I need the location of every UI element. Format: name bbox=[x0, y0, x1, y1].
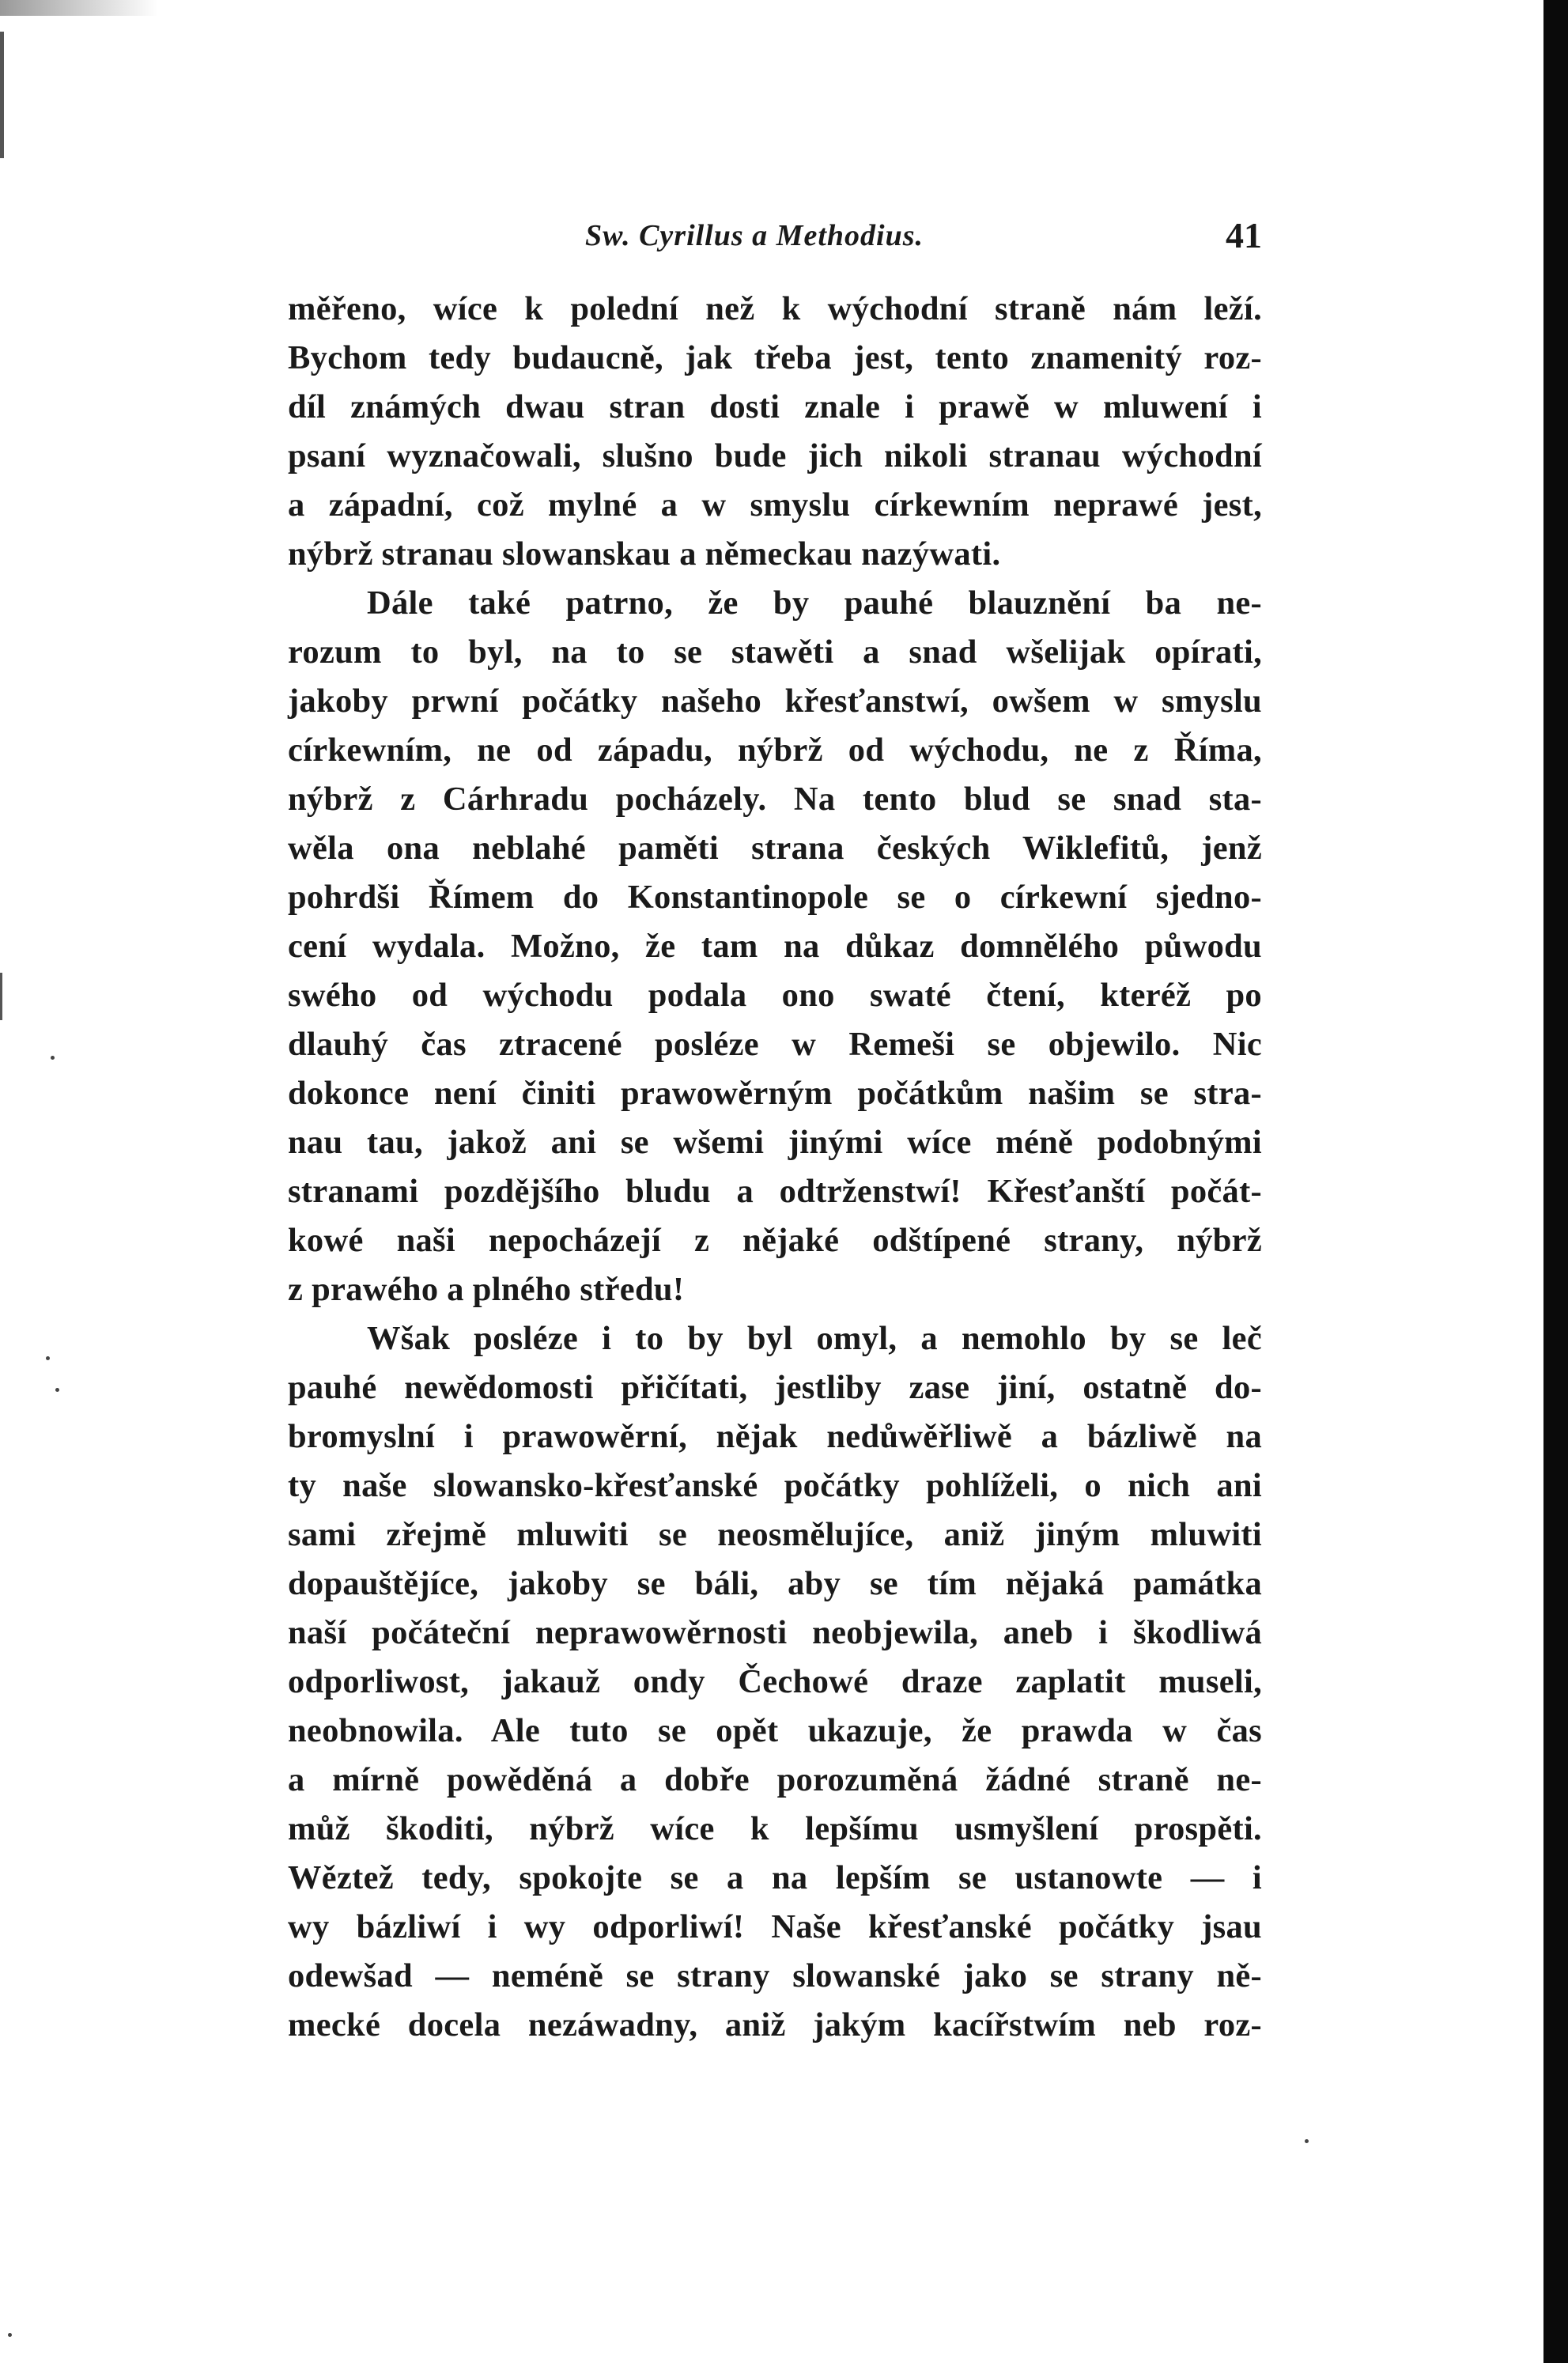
text-line: a západní, což mylné a w smyslu církewním neprawé jest, bbox=[288, 486, 1262, 524]
scan-border-right bbox=[1543, 0, 1568, 2363]
scan-speck bbox=[8, 2333, 12, 2337]
text-line: wy bázliwí i wy odporliwí! Naše křesťanské počátky jsau bbox=[288, 1908, 1262, 1945]
text-line: ty naše slowansko-křesťanské počátky pohlíželi, o nich ani bbox=[288, 1467, 1262, 1504]
scan-speck bbox=[55, 1388, 59, 1392]
text-line: Wěztež tedy, spokojte se a na lepším se ustanowte — i bbox=[288, 1859, 1262, 1896]
scan-edge-left-mark bbox=[0, 32, 4, 158]
text-line: z prawého a plného středu! bbox=[288, 1271, 685, 1308]
text-line: cení wydala. Možno, že tam na důkaz domnělého půwodu bbox=[288, 928, 1262, 965]
text-line: odewšad — neméně se strany slowanské jako se strany ně- bbox=[288, 1957, 1262, 1994]
text-line: měřeno, wíce k polední než k wýchodní straně nám leží. bbox=[288, 290, 1262, 327]
scan-edge-top bbox=[0, 0, 158, 16]
text-line: naší počáteční neprawowěrnosti neobjewila, aneb i škodliwá bbox=[288, 1614, 1262, 1651]
text-line: rozum to byl, na to se stawěti a snad wšelijak opírati, bbox=[288, 633, 1262, 671]
body-text bbox=[288, 285, 1262, 2050]
scan-edge-left-mark bbox=[0, 973, 2, 1020]
text-line: mecké docela nezáwadny, aniž jakým kacířstwím neb roz- bbox=[288, 2006, 1262, 2044]
text-line: psaní wyznačowali, slušno bude jich nikoli stranau wýchodní bbox=[288, 437, 1262, 474]
text-line: dokonce není činiti prawowěrným počátkům našim se stra- bbox=[288, 1075, 1262, 1112]
running-head bbox=[288, 212, 1262, 259]
running-title: Sw. Cyrillus a Methodius. bbox=[585, 219, 924, 252]
text-line: nau tau, jakož ani se wšemi jinými wíce méně podobnými bbox=[288, 1124, 1262, 1161]
text-line: Bychom tedy budaucně, jak třeba jest, tento znamenitý roz- bbox=[288, 339, 1262, 376]
text-line: bromyslní i prawowěrní, nějak nedůwěřliwě a bázliwě na bbox=[288, 1418, 1262, 1455]
text-line: sami zřejmě mluwiti se neosmělujíce, aniž jiným mluwiti bbox=[288, 1516, 1262, 1553]
text-line: wěla ona neblahé paměti strana českých Wiklefitů, jenž bbox=[288, 830, 1262, 867]
text-line: stranami pozdějšího bludu a odtrženstwí! Křesťanští počát- bbox=[288, 1173, 1262, 1210]
text-line: jakoby prwní počátky našeho křesťanstwí, owšem w smyslu bbox=[288, 682, 1262, 720]
text-line: pauhé newědomosti přičítati, jestliby zase jiní, ostatně do- bbox=[288, 1369, 1262, 1406]
scan-speck bbox=[46, 1356, 50, 1360]
text-line: můž škoditi, nýbrž wíce k lepšímu usmyšlení prospěti. bbox=[288, 1810, 1262, 1847]
text-line: kowé naši nepocházejí z nějaké odštípené strany, nýbrž bbox=[288, 1222, 1262, 1259]
text-line: Dále také patrno, že by pauhé blauznění ba ne- bbox=[367, 584, 1262, 622]
text-line: nýbrž z Cárhradu pocházely. Na tento blud se snad sta- bbox=[288, 781, 1262, 818]
text-line: a mírně powěděná a dobře porozuměná žádné straně ne- bbox=[288, 1761, 1262, 1798]
text-line: swého od wýchodu podala ono swaté čtení, kteréž po bbox=[288, 977, 1262, 1014]
text-line: Wšak posléze i to by byl omyl, a nemohlo by se leč bbox=[367, 1320, 1262, 1357]
text-line: dopauštějíce, jakoby se báli, aby se tím nějaká památka bbox=[288, 1565, 1262, 1602]
text-line: neobnowila. Ale tuto se opět ukazuje, že prawda w čas bbox=[288, 1712, 1262, 1749]
text-line: církewním, ne od západu, nýbrž od wýchodu, ne z Říma, bbox=[288, 732, 1262, 769]
text-line: odporliwost, jakauž ondy Čechowé draze zaplatit museli, bbox=[288, 1663, 1262, 1700]
text-line: pohrdši Římem do Konstantinopole se o církewní sjedno- bbox=[288, 879, 1262, 916]
text-line: nýbrž stranau slowanskau a německau nazýwati. bbox=[288, 535, 1001, 573]
page-number: 41 bbox=[1226, 215, 1262, 255]
text-line: dlauhý čas ztracené posléze w Remeši se objewilo. Nic bbox=[288, 1026, 1262, 1063]
text-line: díl známých dwau stran dosti znale i prawě w mluwení i bbox=[288, 388, 1262, 425]
scan-speck bbox=[51, 1056, 55, 1060]
scan-speck bbox=[1305, 2139, 1309, 2143]
